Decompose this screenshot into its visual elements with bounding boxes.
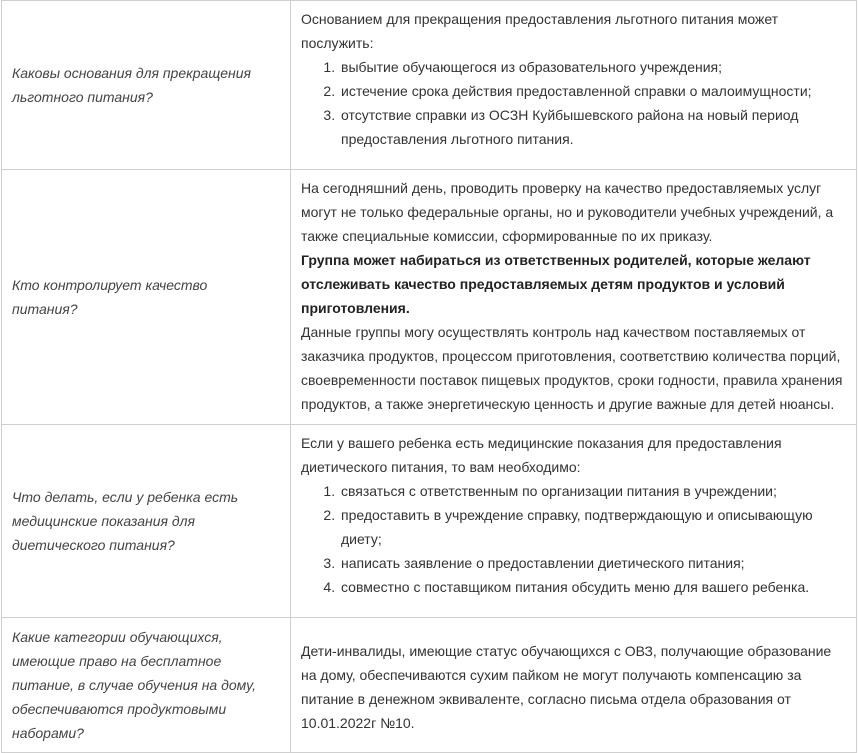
answer-list: [301, 55, 846, 151]
faq-question-cell: [2, 1, 291, 170]
faq-question-cell: [2, 170, 291, 425]
answer-list: [301, 479, 846, 599]
faq-question: Кто контролирует качество питания?: [12, 277, 208, 317]
list-item: 2. истечение срока действия предоставленной справки о малоимущности;: [339, 79, 846, 103]
list-item: 3. написать заявление о предоставлении диетического питания;: [339, 551, 846, 575]
faq-question: Каковы основания для прекращения льготного питания?: [12, 65, 251, 105]
faq-row: [2, 170, 857, 425]
list-item: 1. связаться с ответственным по организации питания в учреждении;: [339, 479, 846, 503]
faq-row: [2, 1, 857, 170]
list-item: 4. совместно с поставщиком питания обсудить меню для вашего ребенка.: [339, 575, 846, 599]
answer-paragraph: Дети-инвалиды, имеющие статус обучающихся с ОВЗ, получающие образование на дому, обеспечиваются сухим пайком не могут получають компенсацию за питание в денежном эквиваленте, согласно письма отдела образования от 10.01.2022г №10.: [301, 643, 832, 731]
faq-row: [2, 425, 857, 618]
list-item: 3. отсутствие справки из ОСЗН Куйбышевского района на новый период предоставления льготного питания.: [339, 103, 846, 151]
faq-answer-cell: [291, 1, 857, 170]
answer-bold-paragraph: Группа может набираться из ответственных родителей, которые желают отслеживать качество предоставляемых детям продуктов и условий приготовления.: [301, 252, 811, 316]
answer-paragraph: На сегодняшний день, проводить проверку на качество предоставляемых услуг могут не только федеральные органы, но и руководители учебных учреждений, а также специальные комиссии, сформированные по их приказу.: [301, 180, 834, 244]
answer-intro: Основанием для прекращения предоставления льготного питания может послужить:: [301, 11, 779, 51]
list-item: 1. выбытие обучающегося из образовательного учреждения;: [339, 55, 846, 79]
faq-row: [2, 618, 857, 753]
answer-paragraph: Данные группы могу осуществлять контроль над качеством поставляемых от заказчика продуктов, процессом приготовления, соответствию количества порций, своевременности поставок пищевых продуктов, сроки годности, правила хранения продуктов, а также энергетическую ценность и другие важные для детей нюансы.: [301, 324, 843, 412]
faq-question-cell: [2, 618, 291, 753]
faq-question-cell: [2, 425, 291, 618]
faq-question: Какие категории обучающихся, имеющие право на бесплатное питание, в случае обучения на дому, обеспечиваются продуктовыми наборами?: [12, 629, 257, 741]
faq-answer-cell: [291, 170, 857, 425]
faq-question: Что делать, если у ребенка есть медицинские показания для диетического питания?: [12, 489, 239, 553]
answer-intro: Если у вашего ребенка есть медицинские показания для предоставления диетического питания, то вам необходимо:: [301, 435, 782, 475]
faq-answer-cell: [291, 618, 857, 753]
list-item: 2. предоставить в учреждение справку, подтверждающую и описывающую диету;: [339, 503, 846, 551]
faq-table: [1, 0, 857, 753]
faq-answer-cell: [291, 425, 857, 618]
